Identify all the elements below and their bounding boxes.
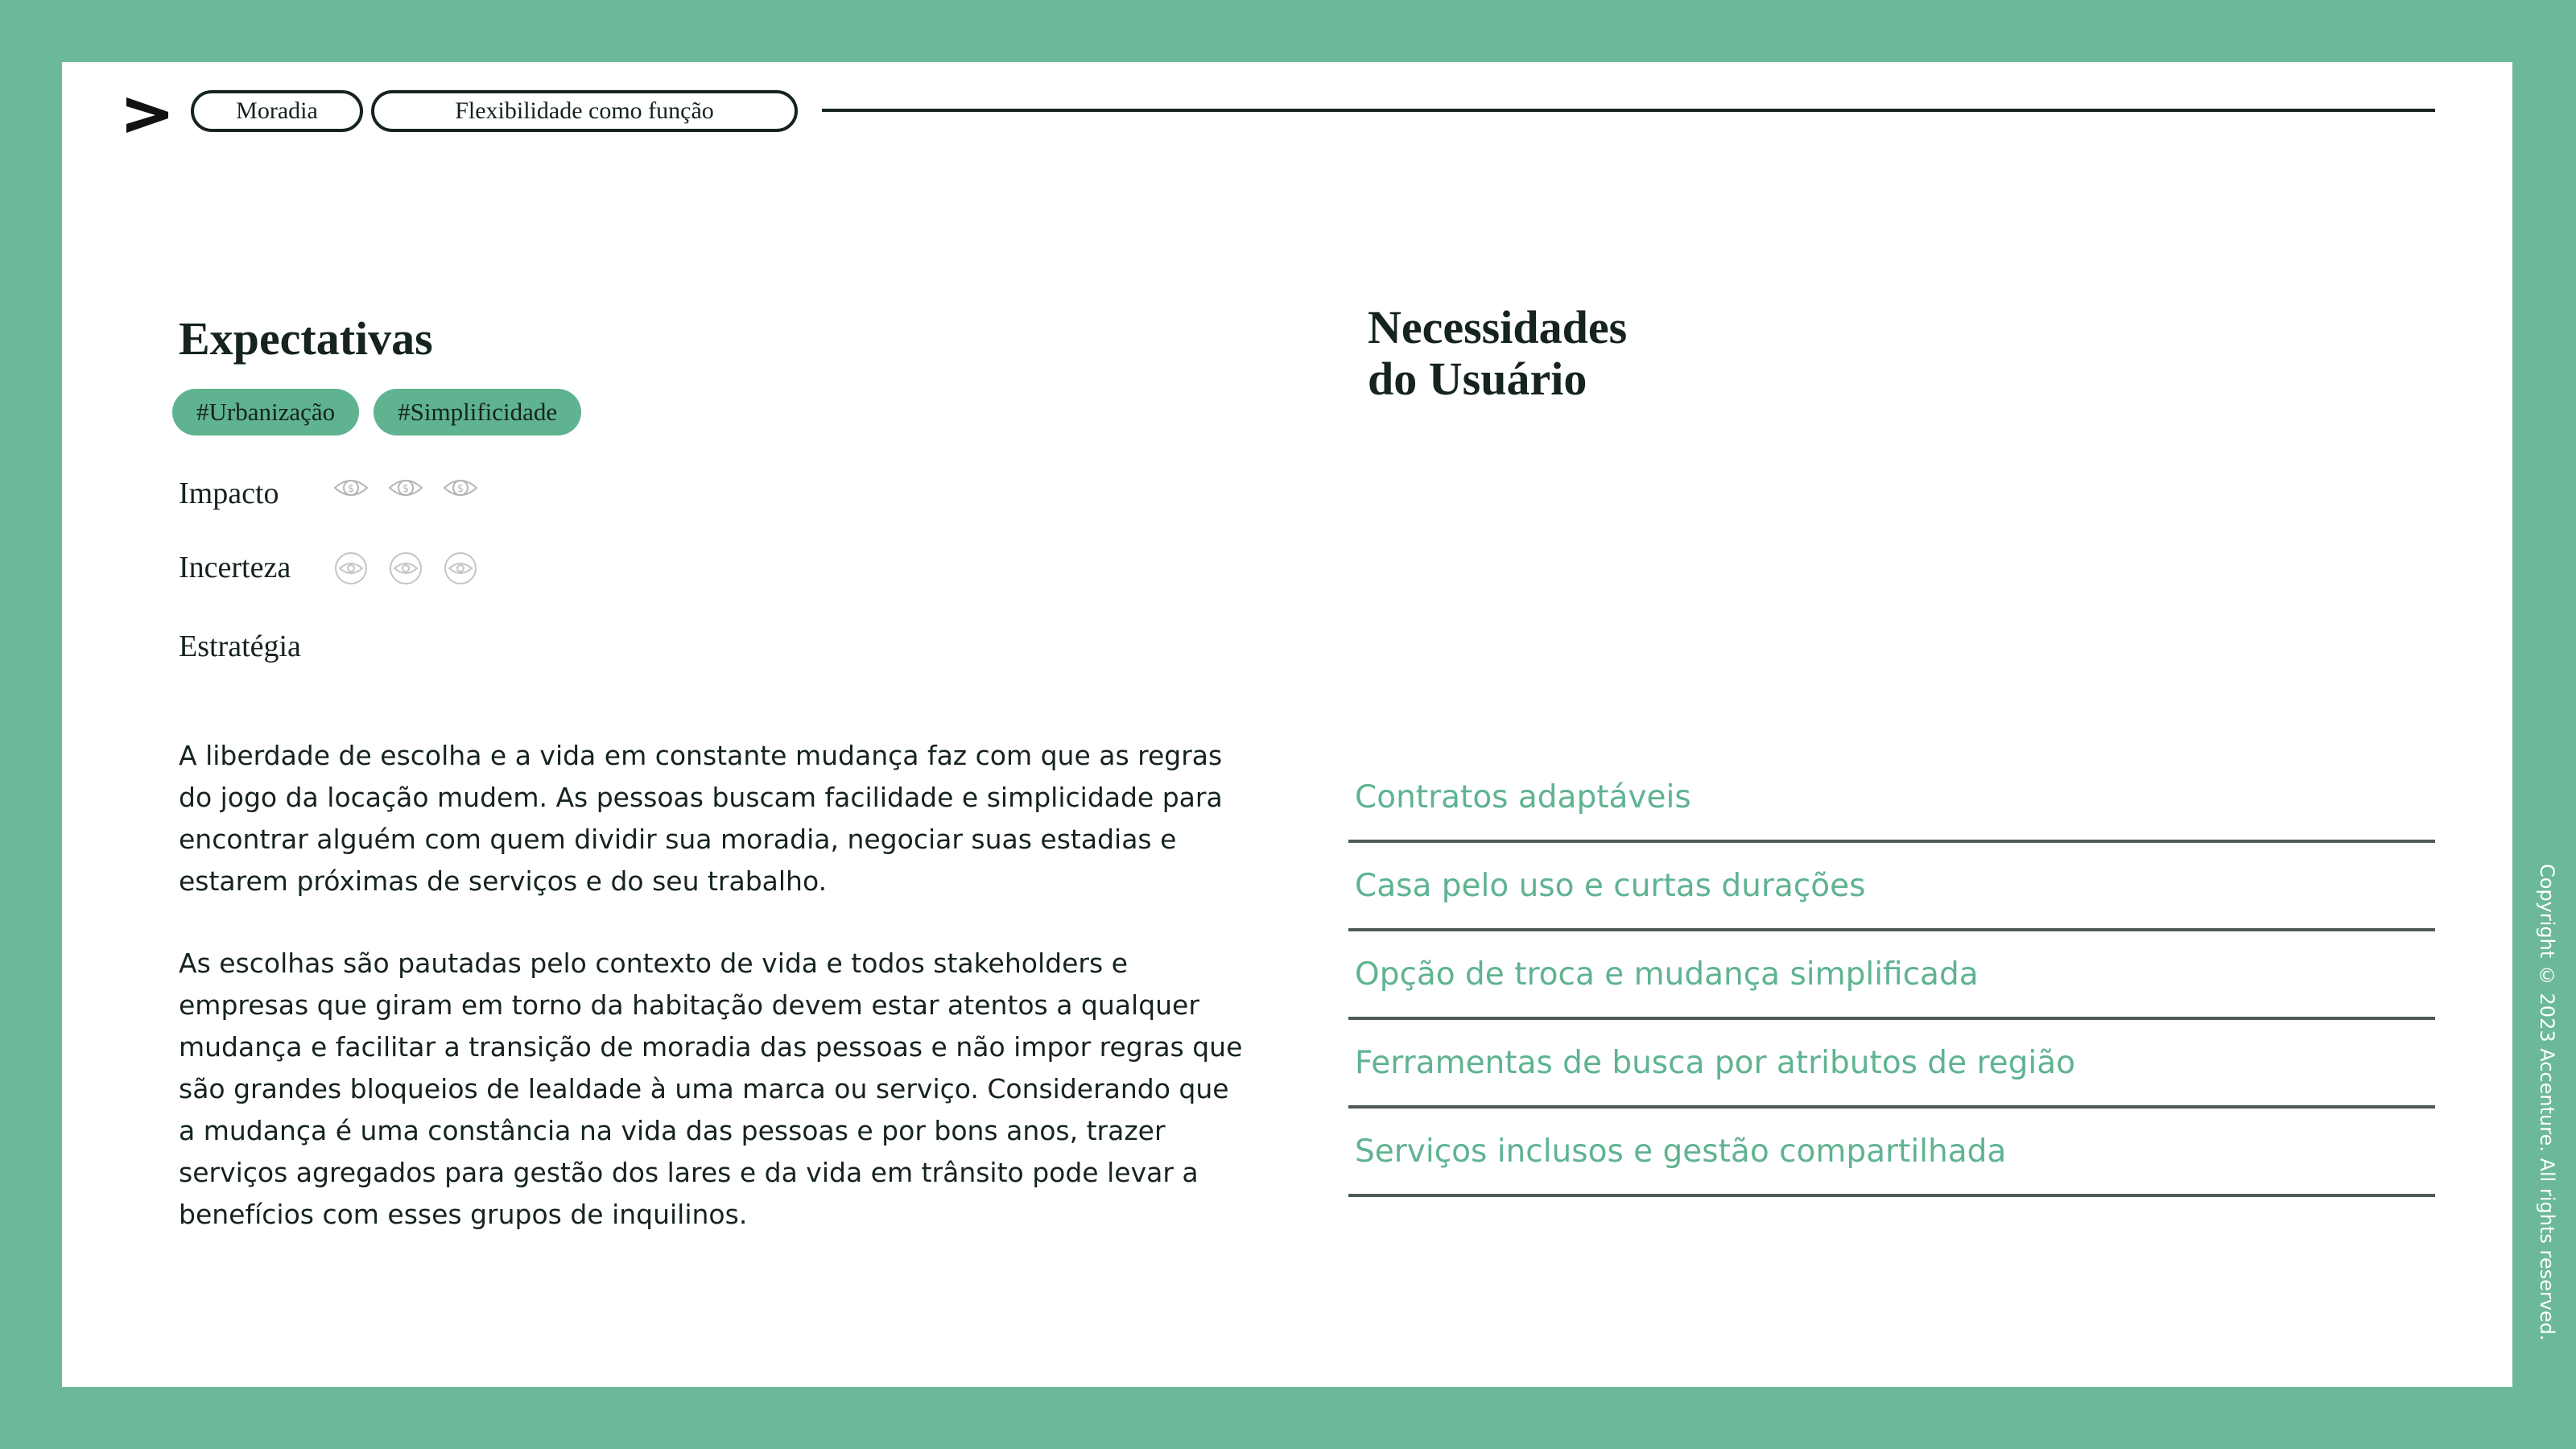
user-needs-title xyxy=(1368,302,1851,405)
breadcrumb-flexibilidade[interactable]: Flexibilidade como função xyxy=(371,90,798,132)
chevron-logo-icon xyxy=(125,93,170,138)
expectativas-title: Expectativas xyxy=(179,312,433,365)
tag-simplificidade[interactable]: #Simplificidade xyxy=(374,389,581,436)
svg-text:$: $ xyxy=(456,483,464,495)
tag-list xyxy=(172,389,581,436)
svg-text:$: $ xyxy=(402,483,410,495)
need-item-servicos[interactable]: Serviços inclusos e gestão compartilhada xyxy=(1348,1108,2435,1197)
strategy-label: Estratégia xyxy=(179,630,301,663)
need-item-opcao[interactable]: Opção de troca e mudança simplificada xyxy=(1348,931,2435,1020)
header-divider xyxy=(822,109,2435,112)
slide xyxy=(62,62,2512,1387)
money-eye-icon xyxy=(442,474,479,502)
expectation-paragraph-2: As escolhas são pautadas pelo contexto de vida e todos stakeholders e empresas que giram em torno da habitação devem estar atentos a qualquer mudança e facilitar a transição de moradia das pessoas e não impor regras que são grandes bloqueios de lealdade à uma marca ou serviço. Considerando que a mudança é uma constância na vida das pessoas e por bons anos, trazer serviços agregados para gestão dos lares e da vida em trânsito pode levar a benefícios com esses grupos de inquilinos. xyxy=(179,947,1243,1230)
impact-label: Impacto xyxy=(179,477,279,510)
copyright-notice: Copyright © 2023 Accenture. All rights reserved. xyxy=(2536,864,2558,1341)
expectation-paragraph-1: A liberdade de escolha e a vida em constante mudança faz com que as regras do jogo da locação mudem. As pessoas buscam facilidade e simplicidade para encontrar alguém com quem dividir sua moradia, negociar suas estadias e estarem próximas de serviços e do seu trabalho. xyxy=(179,740,1223,897)
need-item-casa[interactable]: Casa pelo uso e curtas durações xyxy=(1348,843,2435,931)
eye-icon xyxy=(387,550,424,587)
need-item-ferramentas[interactable]: Ferramentas de busca por atributos de região xyxy=(1348,1020,2435,1108)
tag-urbanizacao[interactable]: #Urbanização xyxy=(172,389,359,436)
uncertainty-label: Incerteza xyxy=(179,551,291,584)
user-needs-title-line2: do Usuário xyxy=(1368,353,1587,405)
eye-icon xyxy=(442,550,479,587)
impact-rating xyxy=(332,474,479,502)
need-item-contratos[interactable]: Contratos adaptáveis xyxy=(1348,754,2435,843)
money-eye-icon xyxy=(332,474,369,502)
svg-text:$: $ xyxy=(347,483,355,495)
uncertainty-rating xyxy=(332,550,479,587)
eye-icon xyxy=(332,550,369,587)
breadcrumb-moradia[interactable]: Moradia xyxy=(191,90,363,132)
user-needs-title-line1: Necessidades xyxy=(1368,301,1628,353)
user-needs-list xyxy=(1348,754,2435,1197)
money-eye-icon xyxy=(387,474,424,502)
